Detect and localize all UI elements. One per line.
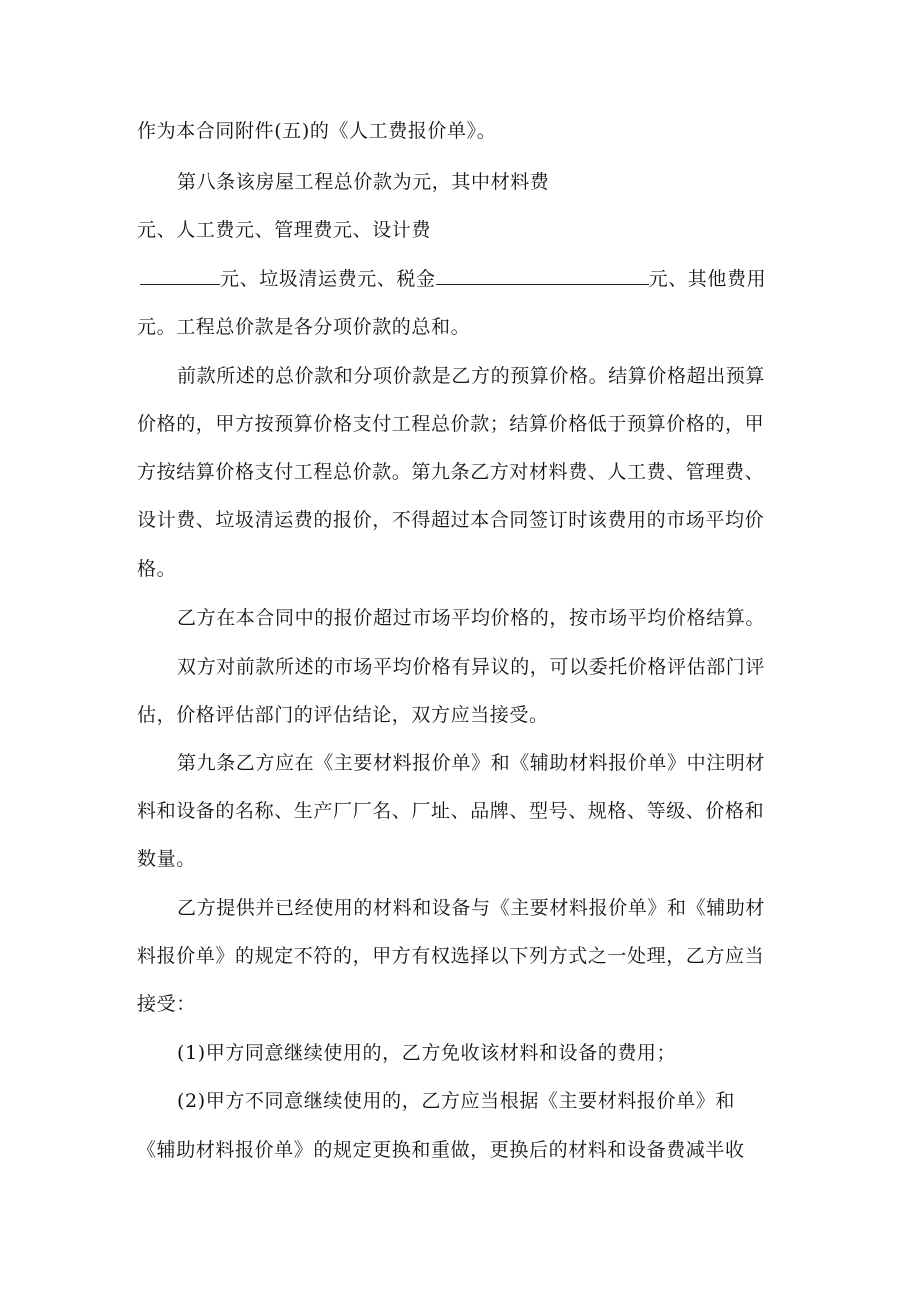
text-line: 方按结算价格支付工程总价款。第九条乙方对材料费、人工费、管理费、 xyxy=(137,461,765,483)
text-line: 第九条乙方应在《主要材料报价单》和《辅助材料报价单》中注明材 xyxy=(177,752,766,774)
text-line: 前款所述的总价款和分项价款是乙方的预算价格。结算价格超出预算 xyxy=(177,365,766,387)
fill-in-blank xyxy=(436,266,649,285)
text-line: 元。工程总价款是各分项价款的总和。 xyxy=(137,316,471,338)
fill-in-blank xyxy=(140,266,220,285)
text-line: 估，价格评估部门的评估结论，双方应当接受。 xyxy=(137,704,549,726)
text-line: 乙方提供并已经使用的材料和设备与《主要材料报价单》和《辅助材 xyxy=(177,897,766,919)
text-line: 价格的，甲方按预算价格支付工程总价款；结算价格低于预算价格的，甲 xyxy=(137,413,765,435)
text-line: 双方对前款所述的市场平均价格有异议的，可以委托价格评估部门评 xyxy=(177,656,766,678)
text-line: 接受： xyxy=(137,993,196,1015)
text-line: 料和设备的名称、生产厂厂名、厂址、品牌、型号、规格、等级、价格和 xyxy=(137,800,765,822)
text-line: 料报价单》的规定不符的，甲方有权选择以下列方式之一处理，乙方应当 xyxy=(137,945,765,967)
text-line: (2)甲方不同意继续使用的，乙方应当根据《主要材料报价单》和 xyxy=(177,1090,735,1112)
text-segment: 元、其他费用 xyxy=(648,268,767,290)
text-line: 格。 xyxy=(137,558,177,580)
text-line: 数量。 xyxy=(137,848,196,870)
text-line: 作为本合同附件(五)的《人工费报价单》。 xyxy=(137,120,497,142)
text-line: 《辅助材料报价单》的规定更换和重做，更换后的材料和设备费减半收 xyxy=(137,1139,745,1161)
text-line: (1)甲方同意继续使用的，乙方免收该材料和设备的费用； xyxy=(177,1042,677,1064)
text-line: 第八条该房屋工程总价款为元，其中材料费 xyxy=(177,171,550,193)
text-line xyxy=(140,266,766,291)
text-line: 设计费、垃圾清运费的报价，不得超过本合同签订时该费用的市场平均价 xyxy=(137,509,765,531)
text-segment: 元、垃圾清运费元、税金 xyxy=(220,268,436,290)
text-line: 乙方在本合同中的报价超过市场平均价格的，按市场平均价格结算。 xyxy=(177,607,766,629)
text-line: 元、人工费元、管理费元、设计费 xyxy=(137,219,432,241)
